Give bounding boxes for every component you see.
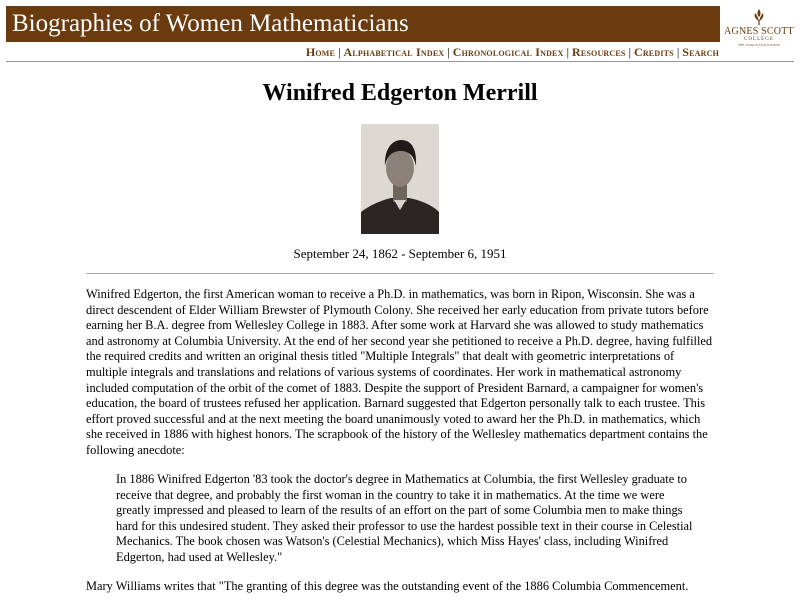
page-title: Winifred Edgerton Merrill: [262, 80, 538, 106]
site-banner: [6, 6, 720, 42]
header-divider: [6, 61, 794, 62]
nav-link-chronological-index[interactable]: Chronological Index: [452, 45, 564, 59]
logo-motto: THE WORLD FOR WOMEN: [737, 43, 781, 47]
nav-separator: |: [447, 45, 450, 59]
nav-separator: |: [566, 45, 569, 59]
nav-link-credits[interactable]: Credits: [633, 45, 674, 59]
nav-separator: |: [628, 45, 631, 59]
biography-paragraph-1: Winifred Edgerton, the first American woman to receive a Ph.D. in mathematics, was born in Ripon, Wisconsin. She was a direct descendent of Elder William Brewster of Plymouth Colony. She received her early education from private tutors before earning her B.A. degree from Wellesley College in 1883. After some work at Harvard she was allowed to study mathematics and astronomy at Columbia University. At the end of her second year she petitioned to receive a Ph.D. degree, having fulfilled the required credits and written an original thesis titled "Multiple Integrals" that dealt with geometric interpretations of multiple integrals and translations and relations of various systems of coordinates. Her work in mathematical astronomy included computation of the orbit of the comet of 1883. Despite the support of President Barnard, a campaigner for women's education, the board of trustees refused her application. Barnard suggested that Edgerton personally talk to each trustee. This effort proved successful and at the next meeting the board unanimously voted to award her the Ph.D. in mathematics, which she received in 1886 with highest honors. The scrapbook of the history of the Wellesley mathematics department contains the following anecdote:: [86, 287, 713, 457]
biography-paragraph-2: Mary Williams writes that "The granting of this degree was the outstanding event of the 1886 Columbia Commencement.: [86, 579, 689, 593]
portrait-image: [361, 124, 439, 234]
college-seal-icon: [751, 8, 767, 26]
nav-link-search[interactable]: Search: [682, 45, 719, 59]
anecdote-blockquote: In 1886 Winifred Edgerton '83 took the doctor's degree in Mathematics at Columbia, the first Wellesley graduate to receive that degree, and probably the first woman in the country to take it in mathematics. At the time we were greatly impressed and pleased to learn of the results of an effort on the part of some Columbia men to make things hard for this undesired student. They asked their professor to use the hardest possible text in their course in Celestial Mechanics. The book chosen was Watson's (Celestial Mechanics), which Miss Hayes' class, including Winifred Edgerton, had used at Wellesley.": [116, 472, 693, 564]
top-navigation: [306, 44, 719, 60]
site-title[interactable]: Biographies of Women Mathematicians: [12, 10, 409, 37]
college-logo[interactable]: [724, 8, 794, 54]
lifespan-dates: September 24, 1862 - September 6, 1951: [293, 246, 507, 261]
nav-link-resources[interactable]: Resources: [571, 45, 626, 59]
nav-separator: |: [676, 45, 680, 59]
nav-link-home[interactable]: Home: [305, 45, 336, 59]
content-divider: [86, 273, 714, 274]
portrait-photo[interactable]: [361, 124, 439, 234]
logo-subtitle: COLLEGE: [744, 37, 774, 42]
nav-separator: |: [338, 45, 341, 59]
nav-link-alphabetical-index[interactable]: Alphabetical Index: [343, 45, 445, 59]
logo-name: AGNES SCOTT: [724, 26, 794, 37]
